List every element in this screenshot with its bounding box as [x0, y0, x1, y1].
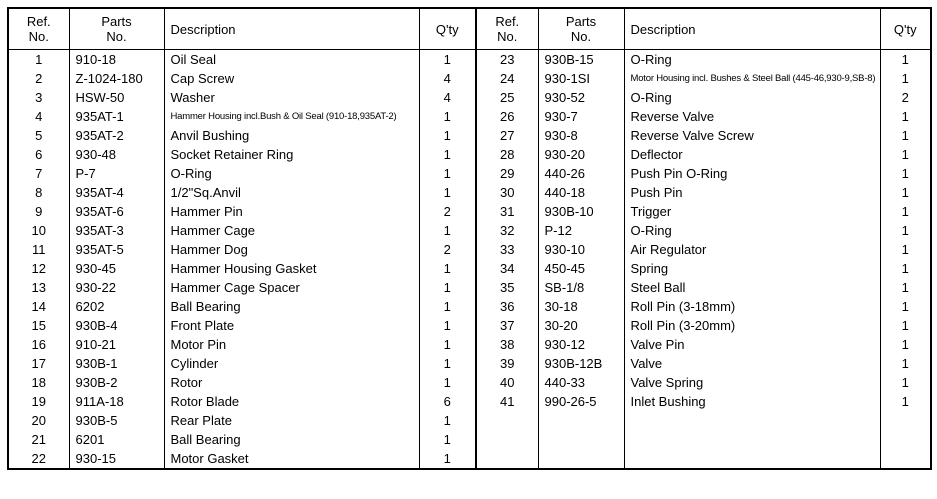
- ref-no-cell: 4: [8, 107, 69, 126]
- table-row: [8, 88, 931, 107]
- ref-no-cell: 22: [8, 449, 69, 469]
- qty-cell: 1: [880, 221, 931, 240]
- part-no-cell: 930B-15: [538, 50, 624, 70]
- part-no-cell: 450-45: [538, 259, 624, 278]
- qty-cell: 1: [419, 50, 476, 70]
- description-cell: Rotor: [164, 373, 419, 392]
- qty-cell: 1: [419, 354, 476, 373]
- part-no-cell: [538, 411, 624, 430]
- part-no-cell: 930-52: [538, 88, 624, 107]
- part-no-cell: 935AT-4: [69, 183, 164, 202]
- ref-no-cell: 11: [8, 240, 69, 259]
- table-body: [8, 50, 931, 470]
- qty-cell: 1: [419, 373, 476, 392]
- description-cell: Motor Housing incl. Bushes & Steel Ball (445-46,930-9,SB-8): [624, 69, 880, 88]
- part-no-cell: 910-21: [69, 335, 164, 354]
- part-no-cell: 930B-10: [538, 202, 624, 221]
- description-cell: O-Ring: [164, 164, 419, 183]
- qty-cell: 1: [880, 202, 931, 221]
- qty-cell: [880, 411, 931, 430]
- part-no-cell: 935AT-2: [69, 126, 164, 145]
- ref-no-cell: 26: [476, 107, 538, 126]
- part-no-cell: 930B-12B: [538, 354, 624, 373]
- header-description: Description: [164, 8, 419, 50]
- ref-no-cell: 6: [8, 145, 69, 164]
- qty-cell: 1: [419, 221, 476, 240]
- part-no-cell: 911A-18: [69, 392, 164, 411]
- qty-cell: 1: [419, 107, 476, 126]
- part-no-cell: SB-1/8: [538, 278, 624, 297]
- qty-cell: [880, 430, 931, 449]
- table-row: [8, 392, 931, 411]
- table-header-row: [8, 8, 931, 50]
- qty-cell: 1: [880, 50, 931, 70]
- ref-no-cell: [476, 449, 538, 469]
- description-cell: Hammer Dog: [164, 240, 419, 259]
- table-row: [8, 50, 931, 70]
- part-no-cell: 30-18: [538, 297, 624, 316]
- part-no-cell: 930-48: [69, 145, 164, 164]
- description-cell: Steel Ball: [624, 278, 880, 297]
- description-cell: Reverse Valve Screw: [624, 126, 880, 145]
- description-cell: Motor Gasket: [164, 449, 419, 469]
- table-row: [8, 126, 931, 145]
- description-cell: [624, 449, 880, 469]
- description-cell: Trigger: [624, 202, 880, 221]
- ref-no-cell: 39: [476, 354, 538, 373]
- table-row: [8, 183, 931, 202]
- part-no-cell: 930-15: [69, 449, 164, 469]
- description-cell: Valve Spring: [624, 373, 880, 392]
- table-row: [8, 240, 931, 259]
- qty-cell: 1: [880, 297, 931, 316]
- ref-no-cell: 24: [476, 69, 538, 88]
- ref-no-cell: 18: [8, 373, 69, 392]
- qty-cell: 1: [419, 316, 476, 335]
- qty-cell: 2: [419, 202, 476, 221]
- ref-no-cell: [476, 430, 538, 449]
- ref-no-cell: 32: [476, 221, 538, 240]
- header-ref-no: Ref. No.: [8, 8, 69, 50]
- part-no-cell: P-7: [69, 164, 164, 183]
- qty-cell: 2: [419, 240, 476, 259]
- description-cell: Hammer Housing Gasket: [164, 259, 419, 278]
- table-row: [8, 297, 931, 316]
- description-cell: Cylinder: [164, 354, 419, 373]
- part-no-cell: 935AT-1: [69, 107, 164, 126]
- ref-no-cell: 10: [8, 221, 69, 240]
- ref-no-cell: 30: [476, 183, 538, 202]
- qty-cell: 1: [880, 164, 931, 183]
- ref-no-cell: 28: [476, 145, 538, 164]
- part-no-cell: 935AT-6: [69, 202, 164, 221]
- part-no-cell: 930-10: [538, 240, 624, 259]
- qty-cell: 1: [419, 259, 476, 278]
- ref-no-cell: 12: [8, 259, 69, 278]
- table-row: [8, 449, 931, 469]
- ref-no-cell: 21: [8, 430, 69, 449]
- table-row: [8, 259, 931, 278]
- description-cell: O-Ring: [624, 88, 880, 107]
- qty-cell: 1: [419, 411, 476, 430]
- table-row: [8, 202, 931, 221]
- ref-no-cell: 37: [476, 316, 538, 335]
- part-no-cell: 930-1SI: [538, 69, 624, 88]
- qty-cell: 1: [880, 278, 931, 297]
- part-no-cell: 990-26-5: [538, 392, 624, 411]
- table-row: [8, 107, 931, 126]
- description-cell: Spring: [624, 259, 880, 278]
- qty-cell: 1: [880, 335, 931, 354]
- description-cell: Hammer Pin: [164, 202, 419, 221]
- qty-cell: 1: [880, 316, 931, 335]
- description-cell: Roll Pin (3-20mm): [624, 316, 880, 335]
- part-no-cell: 930B-1: [69, 354, 164, 373]
- part-no-cell: 6202: [69, 297, 164, 316]
- qty-cell: 1: [880, 354, 931, 373]
- qty-cell: 1: [880, 259, 931, 278]
- qty-cell: 1: [419, 335, 476, 354]
- description-cell: Reverse Valve: [624, 107, 880, 126]
- header-description: Description: [624, 8, 880, 50]
- ref-no-cell: 23: [476, 50, 538, 70]
- table-row: [8, 411, 931, 430]
- ref-no-cell: 16: [8, 335, 69, 354]
- header-parts-no: Parts No.: [538, 8, 624, 50]
- description-cell: Push Pin: [624, 183, 880, 202]
- description-cell: Ball Bearing: [164, 297, 419, 316]
- description-cell: 1/2"Sq.Anvil: [164, 183, 419, 202]
- table-row: [8, 145, 931, 164]
- qty-cell: 1: [880, 69, 931, 88]
- part-no-cell: 935AT-3: [69, 221, 164, 240]
- description-cell: [624, 430, 880, 449]
- table-row: [8, 316, 931, 335]
- qty-cell: 1: [880, 373, 931, 392]
- part-no-cell: 440-26: [538, 164, 624, 183]
- table-row: [8, 430, 931, 449]
- part-no-cell: 930-7: [538, 107, 624, 126]
- ref-no-cell: 34: [476, 259, 538, 278]
- description-cell: Ball Bearing: [164, 430, 419, 449]
- part-no-cell: 930-20: [538, 145, 624, 164]
- ref-no-cell: 8: [8, 183, 69, 202]
- ref-no-cell: 31: [476, 202, 538, 221]
- header-qty: Q'ty: [880, 8, 931, 50]
- ref-no-cell: 35: [476, 278, 538, 297]
- ref-no-cell: 40: [476, 373, 538, 392]
- part-no-cell: [538, 430, 624, 449]
- ref-no-cell: 27: [476, 126, 538, 145]
- description-cell: Front Plate: [164, 316, 419, 335]
- part-no-cell: 440-33: [538, 373, 624, 392]
- qty-cell: 1: [419, 126, 476, 145]
- part-no-cell: 935AT-5: [69, 240, 164, 259]
- ref-no-cell: 17: [8, 354, 69, 373]
- qty-cell: 1: [419, 297, 476, 316]
- part-no-cell: Z-1024-180: [69, 69, 164, 88]
- qty-cell: 1: [880, 145, 931, 164]
- qty-cell: 1: [880, 126, 931, 145]
- description-cell: Valve: [624, 354, 880, 373]
- description-cell: Inlet Bushing: [624, 392, 880, 411]
- description-cell: Hammer Housing incl.Bush & Oil Seal (910-18,935AT-2): [164, 107, 419, 126]
- description-cell: Deflector: [624, 145, 880, 164]
- ref-no-cell: 25: [476, 88, 538, 107]
- ref-no-cell: 7: [8, 164, 69, 183]
- description-cell: Push Pin O-Ring: [624, 164, 880, 183]
- ref-no-cell: 9: [8, 202, 69, 221]
- description-cell: Roll Pin (3-18mm): [624, 297, 880, 316]
- part-no-cell: 930-8: [538, 126, 624, 145]
- part-no-cell: 910-18: [69, 50, 164, 70]
- description-cell: Rotor Blade: [164, 392, 419, 411]
- table-row: [8, 221, 931, 240]
- qty-cell: 1: [419, 430, 476, 449]
- part-no-cell: 440-18: [538, 183, 624, 202]
- ref-no-cell: 20: [8, 411, 69, 430]
- ref-no-cell: 5: [8, 126, 69, 145]
- qty-cell: 4: [419, 69, 476, 88]
- description-cell: O-Ring: [624, 221, 880, 240]
- qty-cell: 1: [880, 107, 931, 126]
- qty-cell: 1: [880, 392, 931, 411]
- qty-cell: 1: [880, 183, 931, 202]
- header-parts-no: Parts No.: [69, 8, 164, 50]
- part-no-cell: 930B-5: [69, 411, 164, 430]
- description-cell: Motor Pin: [164, 335, 419, 354]
- part-no-cell: 930B-2: [69, 373, 164, 392]
- table-row: [8, 164, 931, 183]
- description-cell: Oil Seal: [164, 50, 419, 70]
- table-row: [8, 354, 931, 373]
- header-qty: Q'ty: [419, 8, 476, 50]
- qty-cell: 2: [880, 88, 931, 107]
- description-cell: Hammer Cage: [164, 221, 419, 240]
- table-row: [8, 335, 931, 354]
- table-row: [8, 69, 931, 88]
- part-no-cell: 930-45: [69, 259, 164, 278]
- ref-no-cell: 29: [476, 164, 538, 183]
- table-row: [8, 373, 931, 392]
- part-no-cell: 930B-4: [69, 316, 164, 335]
- ref-no-cell: 33: [476, 240, 538, 259]
- ref-no-cell: 19: [8, 392, 69, 411]
- ref-no-cell: 1: [8, 50, 69, 70]
- part-no-cell: HSW-50: [69, 88, 164, 107]
- qty-cell: 1: [419, 449, 476, 469]
- description-cell: [624, 411, 880, 430]
- qty-cell: 6: [419, 392, 476, 411]
- description-cell: Cap Screw: [164, 69, 419, 88]
- qty-cell: 1: [419, 278, 476, 297]
- ref-no-cell: 41: [476, 392, 538, 411]
- part-no-cell: P-12: [538, 221, 624, 240]
- qty-cell: 1: [419, 145, 476, 164]
- qty-cell: [880, 449, 931, 469]
- qty-cell: 1: [880, 240, 931, 259]
- parts-list-table: [7, 7, 932, 470]
- description-cell: Washer: [164, 88, 419, 107]
- description-cell: Socket Retainer Ring: [164, 145, 419, 164]
- table-row: [8, 278, 931, 297]
- qty-cell: 4: [419, 88, 476, 107]
- ref-no-cell: 13: [8, 278, 69, 297]
- ref-no-cell: 38: [476, 335, 538, 354]
- description-cell: Anvil Bushing: [164, 126, 419, 145]
- part-no-cell: 6201: [69, 430, 164, 449]
- description-cell: Hammer Cage Spacer: [164, 278, 419, 297]
- part-no-cell: 30-20: [538, 316, 624, 335]
- ref-no-cell: 36: [476, 297, 538, 316]
- ref-no-cell: 14: [8, 297, 69, 316]
- part-no-cell: [538, 449, 624, 469]
- header-ref-no: Ref. No.: [476, 8, 538, 50]
- ref-no-cell: 2: [8, 69, 69, 88]
- ref-no-cell: [476, 411, 538, 430]
- qty-cell: 1: [419, 183, 476, 202]
- part-no-cell: 930-22: [69, 278, 164, 297]
- part-no-cell: 930-12: [538, 335, 624, 354]
- qty-cell: 1: [419, 164, 476, 183]
- ref-no-cell: 3: [8, 88, 69, 107]
- description-cell: Valve Pin: [624, 335, 880, 354]
- description-cell: O-Ring: [624, 50, 880, 70]
- ref-no-cell: 15: [8, 316, 69, 335]
- description-cell: Air Regulator: [624, 240, 880, 259]
- description-cell: Rear Plate: [164, 411, 419, 430]
